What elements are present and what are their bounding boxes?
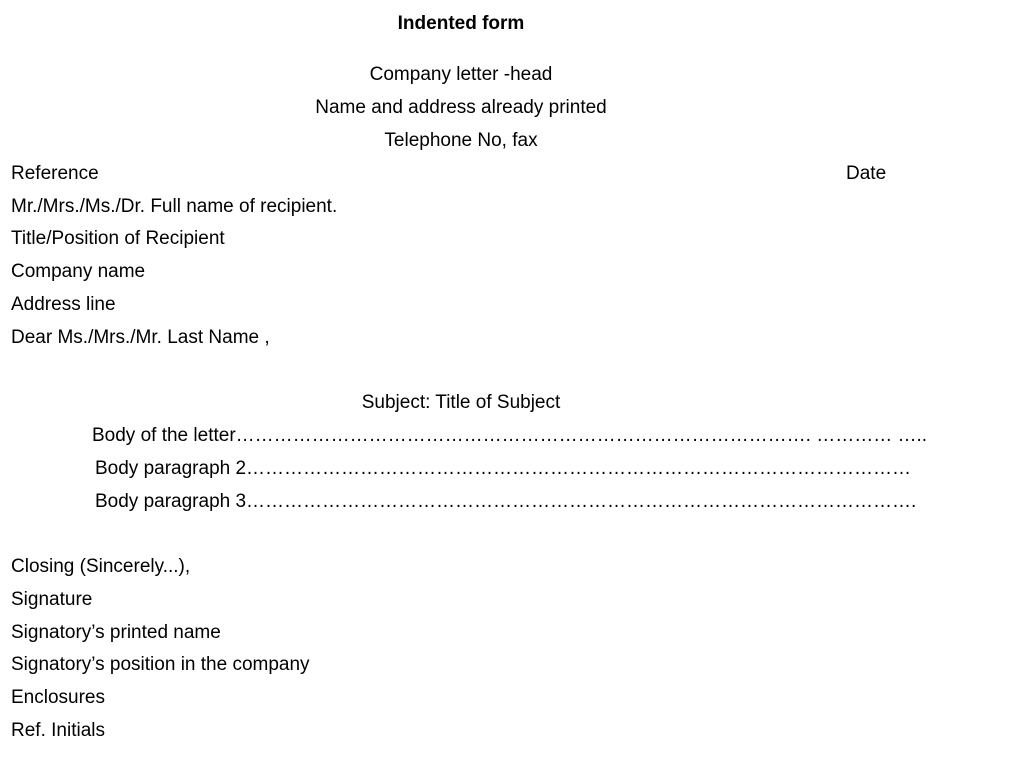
ref-initials: Ref. Initials: [11, 720, 105, 741]
recipient-name: Mr./Mrs./Ms./Dr. Full name of recipient.: [11, 196, 338, 217]
recipient-company: Company name: [11, 261, 146, 282]
closing: Closing (Sincerely...),: [11, 556, 191, 577]
signatory-name: Signatory’s printed name: [11, 622, 221, 643]
signatory-position: Signatory’s position in the company: [11, 654, 310, 675]
date-label: Date: [846, 163, 887, 184]
letterhead-line-2: Name and address already printed: [315, 97, 607, 118]
signature: Signature: [11, 589, 93, 610]
letterhead-line-1: Company letter -head: [369, 64, 553, 85]
body-paragraph-1: Body of the letter………………………………………………………………………………. ………… …..: [92, 425, 928, 446]
reference-label: Reference: [11, 163, 99, 184]
subject-line: Subject: Title of Subject: [361, 392, 561, 413]
body-paragraph-3: Body paragraph 3…………………………………………………………………………………………….: [95, 491, 917, 512]
letterhead-line-3: Telephone No, fax: [384, 130, 538, 151]
slide-title: Indented form: [397, 13, 525, 34]
recipient-address: Address line: [11, 294, 116, 315]
body-paragraph-2: Body paragraph 2……………………………………………………………………………………………: [95, 458, 912, 479]
recipient-position: Title/Position of Recipient: [11, 228, 225, 249]
salutation: Dear Ms./Mrs./Mr. Last Name ,: [11, 327, 270, 348]
enclosures: Enclosures: [11, 687, 105, 708]
